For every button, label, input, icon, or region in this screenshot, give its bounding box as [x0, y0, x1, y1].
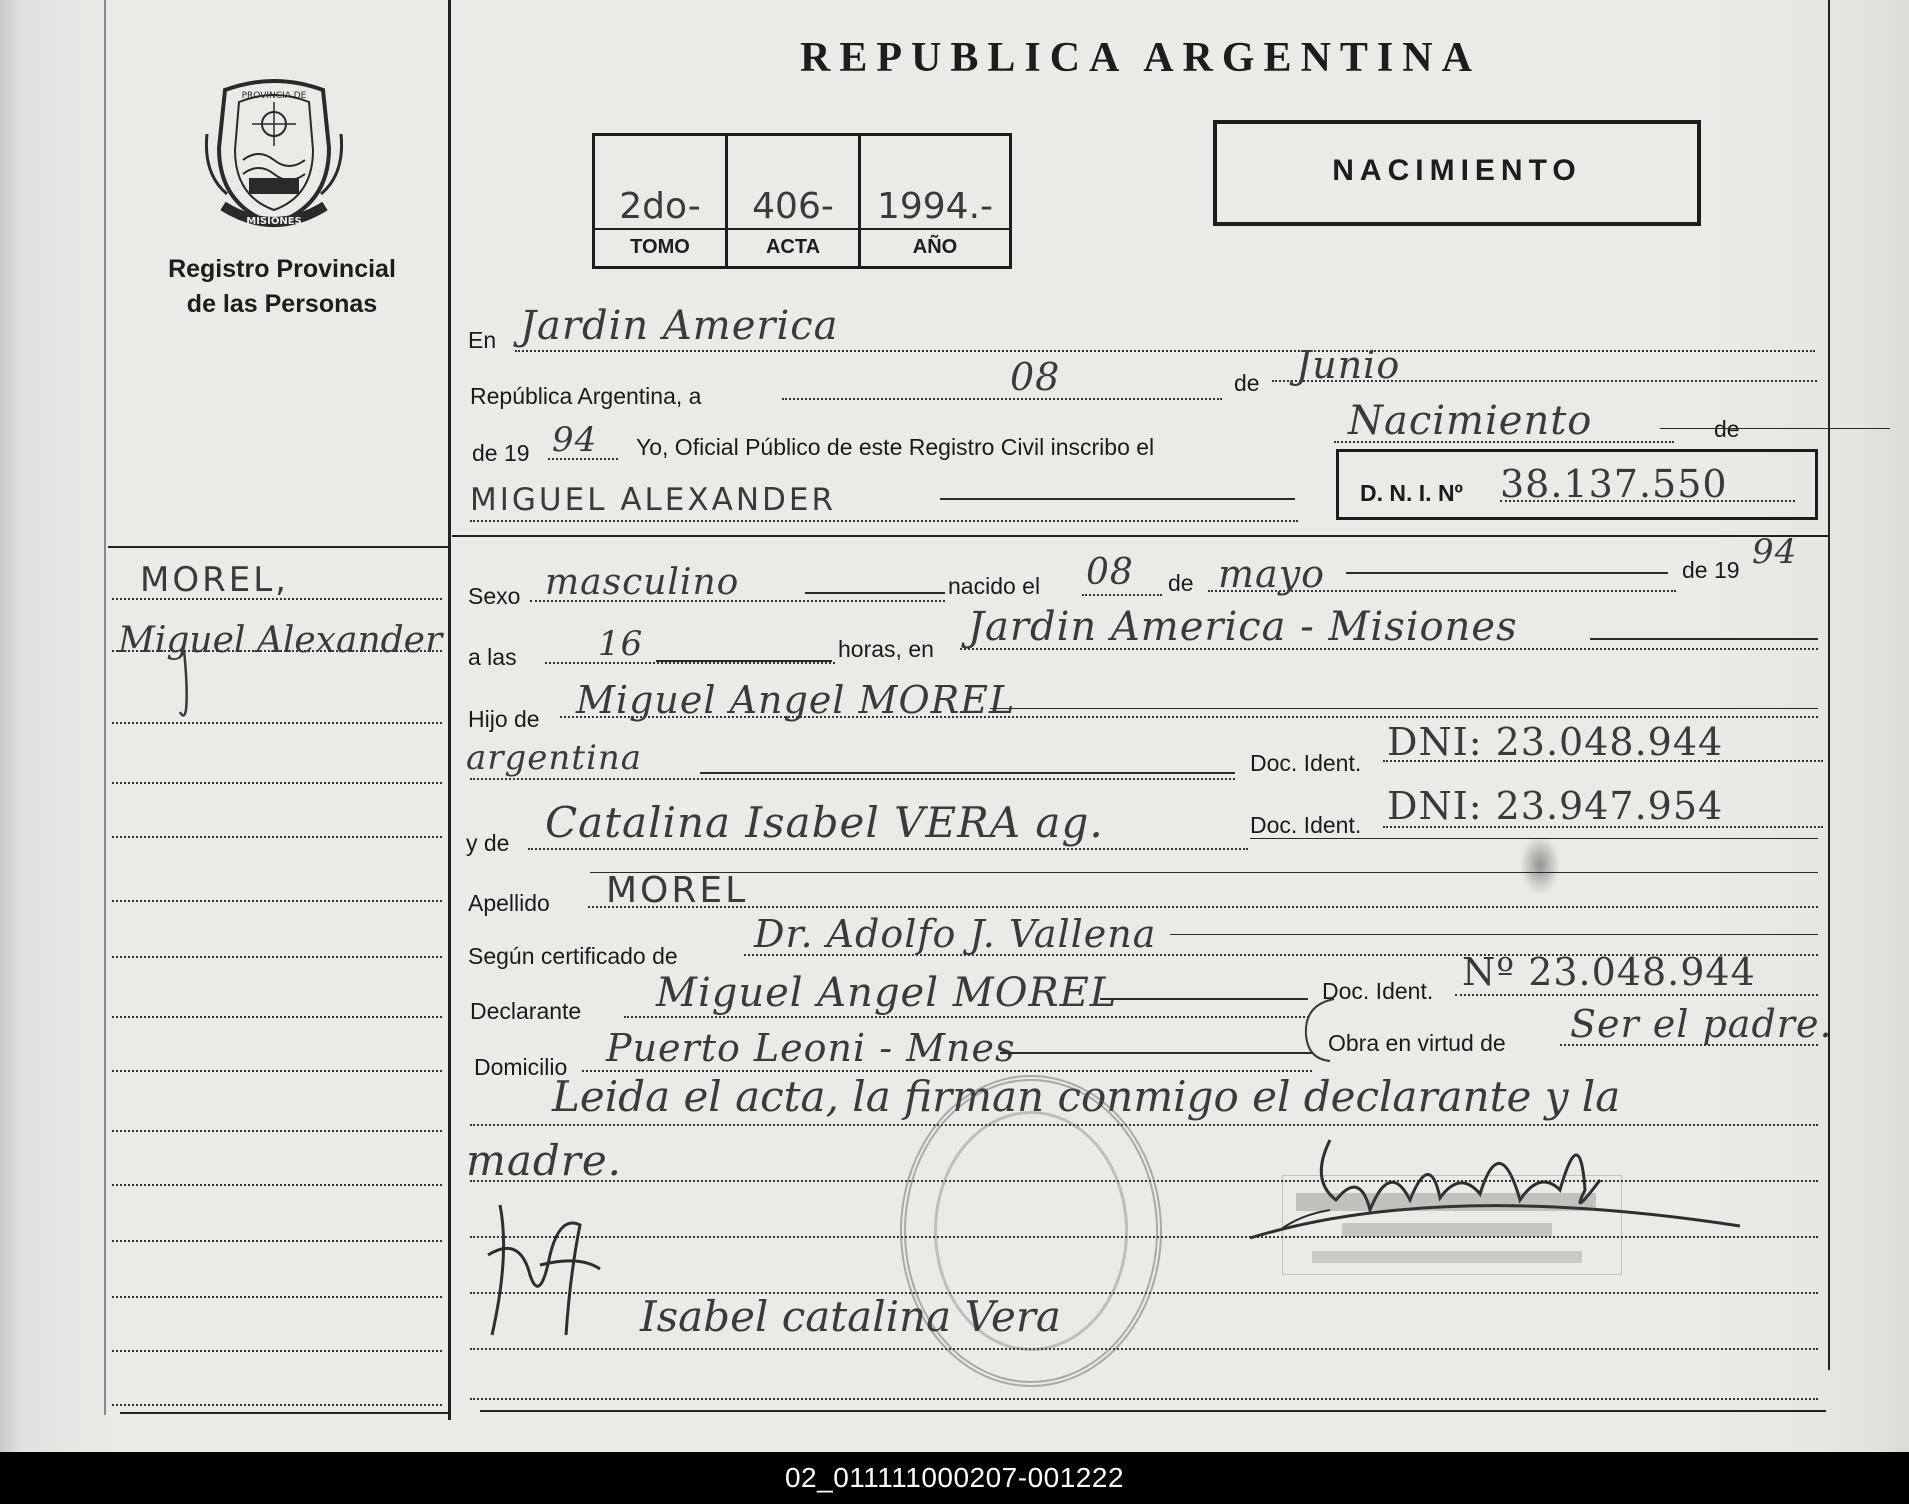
label-de-19b: de 19 [1682, 557, 1740, 583]
seal-bottom-text: MISIONES [246, 216, 302, 227]
margin-line [112, 1070, 442, 1072]
margin-given-names: Miguel Alexander [118, 620, 443, 661]
value-obra: Ser el padre. [1570, 1002, 1833, 1046]
margin-line [112, 1296, 442, 1298]
main-section-separator [452, 535, 1828, 537]
label-a-las: a las [468, 644, 517, 670]
registry-office-name [148, 252, 416, 322]
ano-label: AÑO [912, 236, 958, 258]
label-declarante: Declarante [470, 998, 582, 1024]
apellido-overline [590, 872, 1818, 873]
label-de-19: de 19 [472, 440, 530, 466]
line-declarante [624, 1016, 1309, 1018]
certificado-dash [1170, 934, 1818, 935]
image-id-footer: 02_011111000207-001222 [0, 1452, 1909, 1504]
domicilio-dash [1000, 1052, 1312, 1054]
value-dia: 08 [1010, 355, 1061, 399]
office-line-2: de las Personas [186, 290, 378, 318]
line-nac-dia [1082, 594, 1162, 596]
value-nota-2: madre. [466, 1136, 623, 1185]
value-domicilio: Puerto Leoni - Mnes [606, 1026, 1016, 1070]
ano-rule [861, 228, 1009, 230]
margin-line [112, 1404, 442, 1406]
line-blank-4 [470, 1398, 1818, 1400]
official-stamp-block [1282, 1175, 1622, 1275]
value-mes: Junio [1296, 343, 1401, 387]
acta-label: ACTA [765, 236, 821, 258]
value-certificado: Dr. Adolfo J. Vallena [754, 912, 1157, 956]
certificate-type: NACIMIENTO [1332, 154, 1582, 187]
ano-cell [861, 136, 1009, 266]
tomo-value: 2do- [619, 186, 701, 227]
label-dni: D. N. I. Nº [1360, 480, 1463, 506]
label-de-1: de [1234, 370, 1260, 396]
margin-line [112, 1240, 442, 1242]
line-dia [782, 398, 1222, 400]
label-de-mid: de [1168, 570, 1194, 596]
padre-nac-dash [700, 772, 1235, 774]
nac-mes-dash [1346, 572, 1668, 574]
acta-value: 406- [752, 186, 834, 227]
label-segun: Según certificado de [468, 943, 678, 969]
margin-section-top [108, 546, 448, 548]
office-line-1: Registro Provincial [168, 255, 396, 283]
sexo-dash [805, 592, 945, 594]
father-signature [480, 1195, 610, 1345]
value-dni: 38.137.550 [1500, 462, 1728, 506]
seal-top-text: PROVINCIA DE [241, 91, 307, 101]
tomo-label: TOMO [630, 236, 690, 258]
value-nombre: MIGUEL ALEXANDER [470, 482, 837, 518]
hora-dash [656, 660, 832, 662]
margin-line [112, 782, 442, 784]
margin-line [112, 1130, 442, 1132]
provincial-seal-icon [205, 78, 343, 230]
line-nombre [470, 520, 1298, 522]
padre-dash [990, 708, 1818, 709]
label-doc-3: Doc. Ident. [1322, 978, 1434, 1004]
registry-number-box [592, 133, 1012, 269]
line-madre [528, 848, 1248, 850]
value-acto: Nacimiento [1348, 398, 1593, 444]
value-nac-anio: 94 [1752, 532, 1798, 572]
page-title: REPUBLICA ARGENTINA [800, 35, 1481, 81]
acto-overline [1660, 428, 1890, 429]
column-divider [448, 0, 451, 1420]
mother-signature: Isabel catalina Vera [640, 1292, 1061, 1341]
value-hora: 16 [598, 624, 644, 664]
declarante-dash [1100, 998, 1308, 1000]
value-declarante-doc: Nº 23.048.944 [1462, 950, 1756, 994]
label-republica: República Argentina, a [470, 383, 702, 409]
value-apellido: MOREL [606, 870, 749, 911]
label-obra: Obra en virtud de [1328, 1030, 1506, 1056]
value-anio: 94 [552, 420, 598, 460]
line-apellido [588, 906, 1818, 908]
bottom-border-right [480, 1410, 1826, 1412]
left-page-border [104, 0, 106, 1415]
margin-surname: MOREL, [140, 560, 289, 600]
value-padre-nac: argentina [466, 738, 643, 778]
label-doc-2: Doc. Ident. [1250, 812, 1362, 838]
tomo-rule [595, 228, 725, 230]
label-en: En [468, 327, 497, 353]
margin-flourish [176, 650, 206, 720]
acta-rule [728, 228, 858, 230]
nombre-dash [940, 498, 1295, 500]
margin-line [112, 900, 442, 902]
bottom-border [120, 1412, 448, 1414]
tomo-cell [595, 136, 728, 266]
margin-line [112, 836, 442, 838]
value-nota-1: Leida el acta, la firman conmigo el declarante y la [552, 1072, 1621, 1121]
line-padre-nac [470, 778, 1235, 780]
margin-line [112, 722, 442, 724]
value-nac-dia: 08 [1086, 552, 1134, 593]
line-hora [545, 662, 835, 664]
lugar-nac-dash [1590, 638, 1818, 640]
value-padre-doc: DNI: 23.048.944 [1387, 720, 1724, 764]
obra-bracket [1300, 995, 1340, 1065]
right-border [1828, 0, 1830, 1370]
margin-line [112, 1016, 442, 1018]
label-de-end: de [1714, 416, 1740, 442]
value-nac-mes: mayo [1218, 552, 1326, 596]
value-declarante: Miguel Angel MOREL [656, 970, 1118, 1016]
value-padre: Miguel Angel MOREL [576, 678, 1016, 722]
certificate-type-box [1213, 120, 1701, 226]
line-blank-3 [470, 1348, 1818, 1350]
label-yo: Yo, Oficial Público de este Registro Civil inscribo el [636, 434, 1155, 460]
label-domicilio: Domicilio [474, 1054, 568, 1080]
value-madre: Catalina Isabel VERA ag. [545, 798, 1104, 847]
label-y-de: y de [466, 830, 510, 856]
label-doc-1: Doc. Ident. [1250, 750, 1362, 776]
label-apellido: Apellido [468, 890, 550, 916]
label-nacido: nacido el [948, 573, 1041, 599]
label-hijo: Hijo de [468, 706, 540, 732]
margin-line [112, 1184, 442, 1186]
value-lugar: Jardin America [520, 303, 839, 349]
margin-line [112, 1350, 442, 1352]
line-anio [548, 458, 618, 460]
acta-cell [728, 136, 861, 266]
ano-value: 1994.- [876, 186, 994, 227]
ink-smudge [1520, 835, 1560, 895]
label-sexo: Sexo [468, 583, 521, 609]
value-madre-doc: DNI: 23.947.954 [1387, 784, 1724, 828]
margin-line [112, 956, 442, 958]
value-lugar-nac: Jardin America - Misiones [968, 604, 1518, 650]
line-declarante-doc [1455, 994, 1818, 996]
line-en [515, 350, 1815, 352]
label-horas: horas, en [838, 636, 934, 662]
value-sexo: masculino [545, 562, 740, 603]
